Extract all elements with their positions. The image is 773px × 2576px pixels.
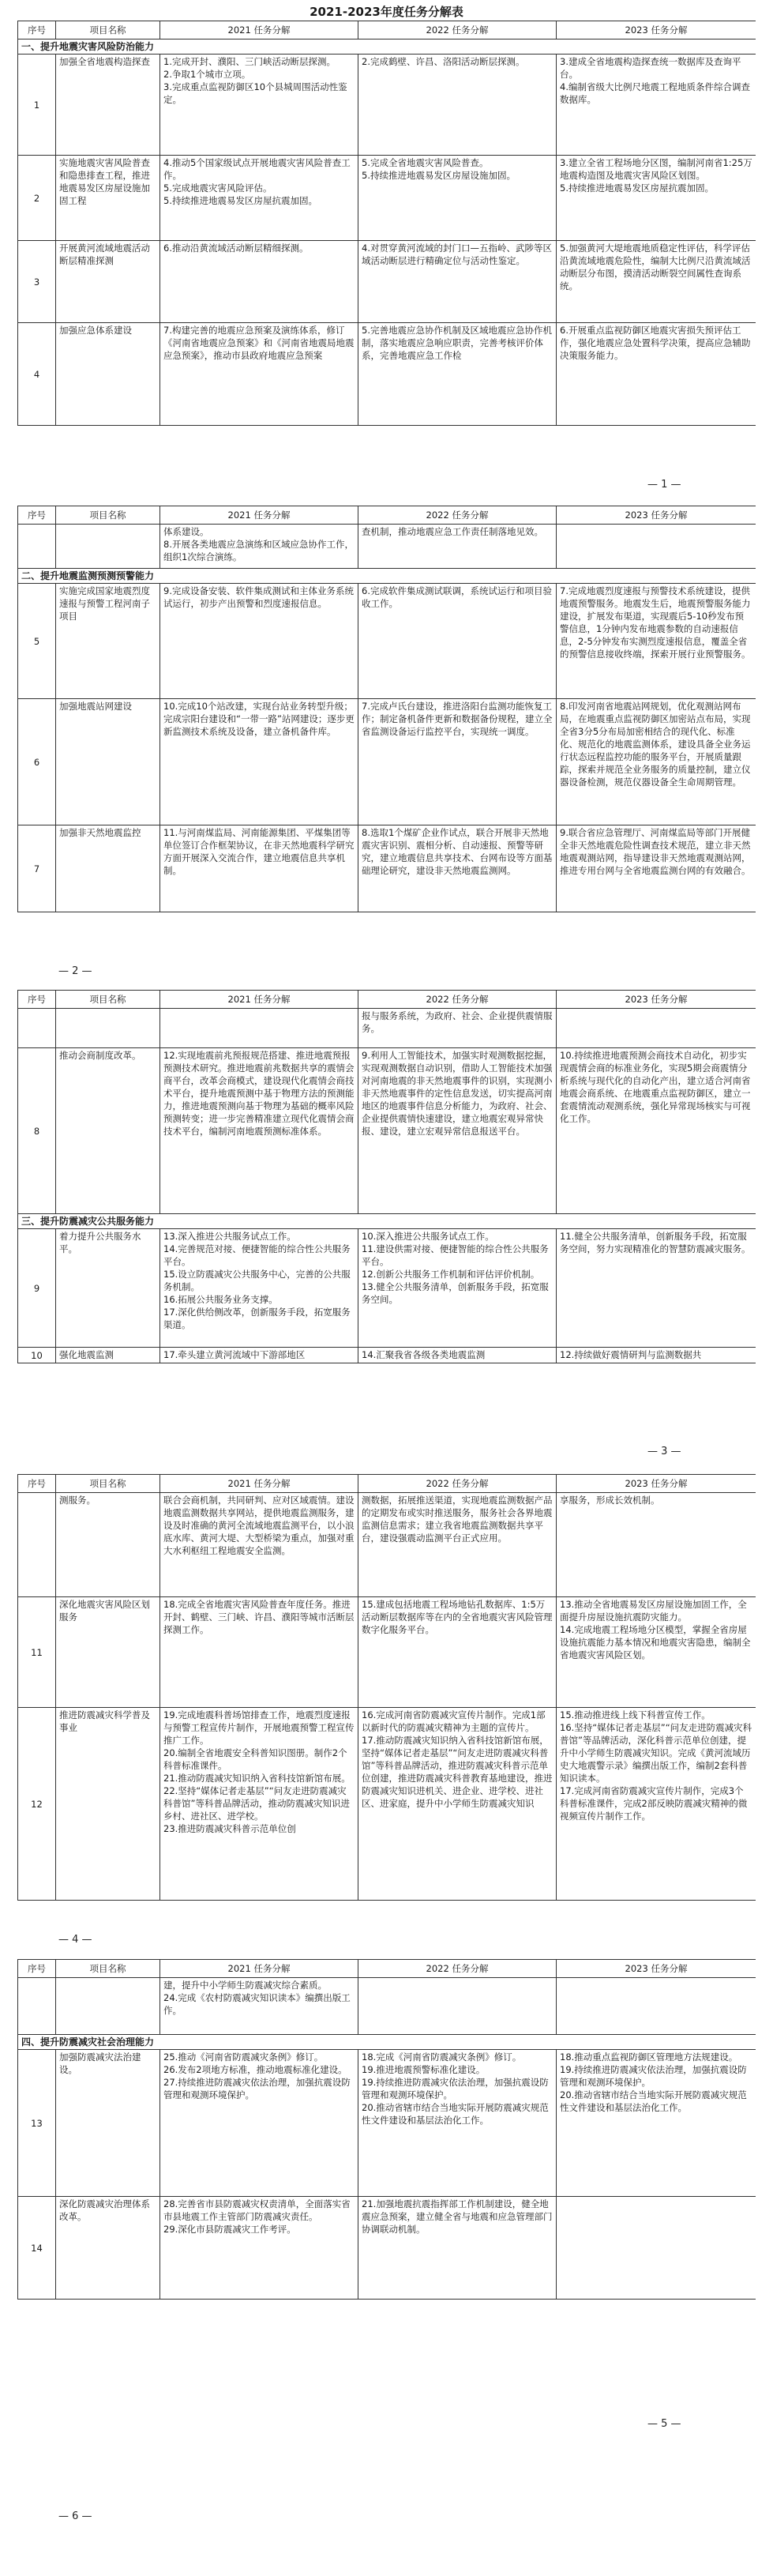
cell-2023: 15.推动推进线上线下科普宣传工作。 16.坚持“媒体记者走基层”“问友走进防震减灾科普馆”等品牌活动，深化科普示范单位创建，提升中小学师生防震减灾知识。完成《黄河流域历史大地震警示录》编撰出版工作，编制2套科普知识读本。 17.完成河南省防震减灾宣传片制作，完成3个科普标准课件，完成2部反映防震减灾精神的微视频宣传片制作工作。 <box>557 1708 756 1901</box>
header-2022: 2022 任务分解 <box>358 1960 557 1978</box>
cell-2023 <box>557 1009 756 1048</box>
header-num: 序号 <box>18 991 56 1009</box>
cell-2023: 13.推动全省地震易发区房屋设施加固工作，全面提升房屋设施抗震防灾能力。 14.完成地震工程场地分区模型，掌握全省房屋设施抗震能力基本情况和地震灾害隐患，编制全省地震灾害风险区划。 <box>557 1597 756 1708</box>
row-name: 加强防震减灾法治建设。 <box>56 2050 160 2197</box>
cell-2021: 体系建设。 8.开展各类地震应急演练和区域应急协作工作，组织1次综合演练。 <box>160 525 358 569</box>
task-table-page-2 <box>17 506 756 912</box>
row-num: 8 <box>18 1048 56 1214</box>
row-name: 加强全省地震构造探查 <box>56 55 160 156</box>
table-row <box>18 1229 756 1348</box>
header-2021: 2021 任务分解 <box>160 1960 358 1978</box>
row-name: 加强非天然地震监控 <box>56 825 160 912</box>
cell-2023: 3.建成全省地震构造探查统一数据库及查询平台。 4.编制省级大比例尺地震工程地质条件综合调查数据库。 <box>557 55 756 156</box>
task-table-page-3 <box>17 990 756 1363</box>
header-num: 序号 <box>18 21 56 39</box>
table-row <box>18 1708 756 1901</box>
row-num: 13 <box>18 2050 56 2197</box>
header-name: 项目名称 <box>56 1475 160 1493</box>
table-row <box>18 55 756 156</box>
header-2023: 2023 任务分解 <box>557 1960 756 1978</box>
page-number: — 4 — <box>58 1934 92 1946</box>
cell-2022: 21.加强地震抗震指挥部工作机制建设，健全地震应急预案，建立健全省与地震和应急管理部门协调联动机制。 <box>358 2197 557 2300</box>
cell-2023: 11.健全公共服务清单，创新服务手段，拓宽服务空间，努力实现精准化的智慧防震减灾服务。 <box>557 1229 756 1348</box>
header-2023: 2023 任务分解 <box>557 21 756 39</box>
table-header-row <box>18 1960 756 1978</box>
table-header-row <box>18 21 756 39</box>
section-title: 四、提升防震减灾社会治理能力 <box>18 2035 756 2050</box>
table-row <box>18 241 756 323</box>
page-4-table-block <box>17 1474 756 1908</box>
table-row <box>18 156 756 241</box>
table-row <box>18 825 756 912</box>
page-number: — 1 — <box>647 479 681 491</box>
section-title: 二、提升地震监测预测预警能力 <box>18 569 756 584</box>
row-name: 开展黄河流域地震活动断层精准探测 <box>56 241 160 323</box>
header-num: 序号 <box>18 1960 56 1978</box>
cell-2021: 10.完成10个站改建，实现台站业务转型升级；完成宗阳台建设和“一带一路”站网建设；逐步更新监测技术系统及设备，建立备机备件库。 <box>160 699 358 825</box>
row-name: 深化地震灾害风险区划服务 <box>56 1597 160 1708</box>
page-3-table-block <box>17 990 756 1416</box>
table-header-row <box>18 991 756 1009</box>
table-header-row <box>18 1475 756 1493</box>
row-num <box>18 525 56 569</box>
row-name: 着力提升公共服务水平。 <box>56 1229 160 1348</box>
cell-2022: 5.完善地震应急协作机制及区域地震应急协作机制，落实地震应急响应职责，完善考核评价体系，完善地震应急工作检 <box>358 323 557 426</box>
row-num: 5 <box>18 584 56 699</box>
table-row <box>18 699 756 825</box>
table-row <box>18 525 756 569</box>
cell-2021: 25.推动《河南省防震减灾条例》修订。 26.发布2项地方标准，推动地震标准化建设。 27.持续推进防震减灾依法治理，加强抗震设防管理和观测环境保护。 <box>160 2050 358 2197</box>
row-num <box>18 1009 56 1048</box>
cell-2021: 4.推动5个国家级试点开展地震灾害风险普查工作。 5.完成地震灾害风险评估。 5.持续推进地震易发区房屋抗震加固。 <box>160 156 358 241</box>
header-2022: 2022 任务分解 <box>358 21 557 39</box>
page-1-table-block <box>17 21 756 443</box>
cell-2023: 7.完成地震烈度速报与预警技术系统建设，提供地震预警服务。地震发生后，地震预警服务能力建设，扩展发布渠道，实现震后5-10秒发布预警信息，1分钟内发布地震参数的自动速报信息，2-5分钟发布实测烈度速报信息，覆盖全省的预警信息接收终端，探索开展行业预警服务。 <box>557 584 756 699</box>
row-num: 3 <box>18 241 56 323</box>
page-number: — 3 — <box>647 1446 681 1457</box>
page-5-table-block <box>17 1959 756 2370</box>
cell-2023: 8.印发河南省地震站网规划，优化观测站网布局，在地震重点监视防御区加密站点布局，实现全省3分5分布局加密相结合的现代化、标准化、规范化的地震监测体系，建设具备全业务运行状态远程监控功能的服务平台，开展质量跟踪，探索并规范全业务服务的质量控制，建立仪器设备检测，规范仪器设备全生命周期管理。 <box>557 699 756 825</box>
cell-2023: 3.建立全省工程场地分区图，编制河南省1:25万地震构造图及地震灾害风险区划图。 5.持续推进地震易发区房屋抗震加固。 <box>557 156 756 241</box>
cell-2021 <box>160 1009 358 1048</box>
cell-2023: 9.联合省应急管理厅、河南煤监局等部门开展健全非天然地震危险性调查技术规范，建立非天然地震观测站网，指导建设非天然地震观测站网，推进专用台网与全省地震监测台网的有效融合。 <box>557 825 756 912</box>
cell-2021: 28.完善省市县防震减灾权责清单，全面落实省市县地震工作主管部门防震减灾责任。 29.深化市县防震减灾工作考评。 <box>160 2197 358 2300</box>
cell-2023: 5.加强黄河大堤地震地质稳定性评估，科学评估沿黄流域地震危险性，编制大比例尺沿黄流域活动断层分布图，摸清活动断裂空间属性查询系统。 <box>557 241 756 323</box>
cell-2022: 2.完成鹤壁、许昌、洛阳活动断层探测。 <box>358 55 557 156</box>
header-name: 项目名称 <box>56 506 160 525</box>
table-row <box>18 1048 756 1214</box>
cell-2021: 6.推动沿黄流域活动断层精细探测。 <box>160 241 358 323</box>
cell-2022: 报与服务系统，为政府、社会、企业提供震情服务。 <box>358 1009 557 1048</box>
page-number: — 6 — <box>58 2510 92 2522</box>
cell-2023: 10.持续推进地震预测会商技术自动化，初步实现震情会商的标准业务化，实现5期会商震情分析系统与现代化的自动化产出，建立适合河南省地震会商系统、在地震重点监视防御区，建立一套震情流动观测系统，强化异常现场核实与可视化工作。 <box>557 1048 756 1214</box>
table-header-row <box>18 506 756 525</box>
row-num: 9 <box>18 1229 56 1348</box>
table-row <box>18 1493 756 1597</box>
table-row <box>18 1009 756 1048</box>
cell-2022: 16.完成河南省防震减灾宣传片制作。完成1部以新时代的防震减灾精神为主题的宣传片。 17.推动防震减灾知识纳入省科技馆新馆布展，坚持“媒体记者走基层”“问友走进防震减灾科普馆”等科普品牌活动，推进防震减灾科普示范单位创建，推进防震减灾科普教育基地建设，推进防震减灾知识进机关、进企业、进学校、进社区、进家庭，提升中小学师生防震减灾知识 <box>358 1708 557 1901</box>
header-2022: 2022 任务分解 <box>358 506 557 525</box>
cell-2021: 建，提升中小学师生防震减灾综合素质。 24.完成《农村防震减灾知识读本》编撰出版工作。 <box>160 1978 358 2035</box>
row-num: 6 <box>18 699 56 825</box>
row-name: 测服务。 <box>56 1493 160 1597</box>
cell-2023 <box>557 2197 756 2300</box>
cell-2022: 7.完成卢氏台建设，推进洛阳台监测功能恢复工作；制定备机备件更新和数据备份规程，建立全省监测设备运行监控平台，实现统一调度。 <box>358 699 557 825</box>
table-row <box>18 2197 756 2300</box>
cell-2021: 19.完成地震科普场馆排查工作，地震烈度速报与预警工程宣传片制作，开展地震预警工程宣传推广工作。 20.编制全省地震安全科普知识图册。制作2个科普标准课件。 21.推动防震减灾知识纳入省科技馆新馆布展。 22.坚持“媒体记者走基层”“问友走进防震减灾科普馆”等科普品牌活动，推动防震减灾知识进乡村、进社区、进学校。 23.推进防震减灾科普示范单位创 <box>160 1708 358 1901</box>
cell-2021: 7.构建完善的地震应急预案及演练体系，修订《河南省地震应急预案》和《河南省地震局地震应急预案》，推动市县政府地震应急预案 <box>160 323 358 426</box>
header-name: 项目名称 <box>56 1960 160 1978</box>
row-num: 14 <box>18 2197 56 2300</box>
page-number: — 5 — <box>647 2418 681 2430</box>
header-2023: 2023 任务分解 <box>557 506 756 525</box>
cell-2022: 6.完成软件集成测试联调，系统试运行和项目验收工作。 <box>358 584 557 699</box>
row-name: 实施地震灾害风险普查和隐患排查工程，推进地震易发区房屋设施加固工程 <box>56 156 160 241</box>
row-name <box>56 525 160 569</box>
section-row <box>18 1214 756 1229</box>
row-name: 深化防震减灾治理体系改革。 <box>56 2197 160 2300</box>
cell-2023 <box>557 525 756 569</box>
header-name: 项目名称 <box>56 991 160 1009</box>
section-title: 三、提升防震减灾公共服务能力 <box>18 1214 756 1229</box>
cell-2023 <box>557 1978 756 2035</box>
cell-2021: 17.牵头建立黄河流域中下游部地区 <box>160 1348 358 1363</box>
row-name: 加强应急体系建设 <box>56 323 160 426</box>
row-name: 推进防震减灾科学普及事业 <box>56 1708 160 1901</box>
cell-2022: 4.对贯穿黄河流域的封门口—五指岭、武陟等区域活动断层进行精确定位与活动性鉴定。 <box>358 241 557 323</box>
row-num: 2 <box>18 156 56 241</box>
cell-2023: 享服务，形成长效机制。 <box>557 1493 756 1597</box>
row-num: 1 <box>18 55 56 156</box>
row-name: 实施完成国家地震烈度速报与预警工程河南子项目 <box>56 584 160 699</box>
cell-2022: 9.利用人工智能技术，加强实时观测数据挖掘，实现观测数据自动识别，借助人工智能技术加强对河南地震的非天然地震事件的识别，实现测小非天然地震事件的定性信息发送，切实提高河南地区的地震事件信息分析能力，为政府、社会、企业提供震情快速建设，建立地震宏观异常快报、建设，建立宏观异常信息报送平台。 <box>358 1048 557 1214</box>
row-num: 10 <box>18 1348 56 1363</box>
cell-2022: 15.建成包括地震工程场地钻孔数据库、1:5万活动断层数据库等在内的全省地震灾害风险管理数字化服务平台。 <box>358 1597 557 1708</box>
row-name: 强化地震监测 <box>56 1348 160 1363</box>
cell-2022: 查机制，推动地震应急工作责任制落地见效。 <box>358 525 557 569</box>
table-row <box>18 323 756 426</box>
header-2022: 2022 任务分解 <box>358 991 557 1009</box>
header-2021: 2021 任务分解 <box>160 21 358 39</box>
row-name <box>56 1978 160 2035</box>
page-number: — 2 — <box>58 965 92 977</box>
cell-2022: 8.选取1个煤矿企业作试点，联合开展非天然地震灾害识别、震相分析、自动速报、预警等研究，建立地震信息共享技术、台网布设等方面基础理论研究，建设非天然地震监测网。 <box>358 825 557 912</box>
cell-2022: 18.完成《河南省防震减灾条例》修订。 19.推进地震预警标准化建设。 19.持续推进防震减灾依法治理，加强抗震设防管理和观测环境保护。 20.推动省辖市结合当地实际开展防震减灾规范性文件建设和基层法治化工作。 <box>358 2050 557 2197</box>
header-2023: 2023 任务分解 <box>557 991 756 1009</box>
task-table-page-1 <box>17 21 756 426</box>
cell-2021: 18.完成全省地震灾害风险普查年度任务。推进开封、鹤壁、三门峡、许昌、濮阳等城市活断层探测工作。 <box>160 1597 358 1708</box>
section-row <box>18 39 756 55</box>
cell-2022: 5.完成全省地震灾害风险普查。 5.持续推进地震易发区房屋设施加固。 <box>358 156 557 241</box>
task-table-page-5 <box>17 1959 756 2300</box>
cell-2021: 13.深入推进公共服务试点工作。 14.完善规范对接、便捷智能的综合性公共服务平台。 15.设立防震减灾公共服务中心，完善的公共服务机制。 16.拓展公共服务业务支撑。 17.深化供给侧改革，创新服务手段，拓宽服务渠道。 <box>160 1229 358 1348</box>
header-2021: 2021 任务分解 <box>160 506 358 525</box>
table-row <box>18 1348 756 1363</box>
cell-2023: 12.持续做好震情研判与监测数据共 <box>557 1348 756 1363</box>
section-title: 一、提升地震灾害风险防治能力 <box>18 39 756 55</box>
cell-2022: 14.汇聚我省各级各类地震监测 <box>358 1348 557 1363</box>
table-row <box>18 1978 756 2035</box>
cell-2023: 18.推动重点监视防御区管理地方法规建设。 19.持续推进防震减灾依法治理，加强抗震设防管理和观测环境保护。 20.推动省辖市结合当地实际开展防震减灾规范性文件建设和基层法治化工作。 <box>557 2050 756 2197</box>
header-2021: 2021 任务分解 <box>160 991 358 1009</box>
header-2023: 2023 任务分解 <box>557 1475 756 1493</box>
cell-2023: 6.开展重点监视防御区地震灾害损失预评估工作，强化地震应急处置科学决策，提高应急辅助决策服务能力。 <box>557 323 756 426</box>
cell-2021: 11.与河南煤监局、河南能源集团、平煤集团等单位签订合作框架协议，在非天然地震科学研究方面开展深入交流合作，建立地震信息共享机制。 <box>160 825 358 912</box>
table-row <box>18 584 756 699</box>
section-row <box>18 2035 756 2050</box>
row-num: 12 <box>18 1708 56 1901</box>
table-row <box>18 1597 756 1708</box>
cell-2021: 联合会商机制，共同研判、应对区域震情。建设地震监测数据共享网站，提供地震监测服务，建设及时准确的黄河全流域地震监测平台，以小浪底水库、黄河大堤、大型桥梁为重点，加强对重大水利枢纽工程地震安全监测。 <box>160 1493 358 1597</box>
row-name: 加强地震站网建设 <box>56 699 160 825</box>
table-row <box>18 2050 756 2197</box>
row-num: 7 <box>18 825 56 912</box>
header-name: 项目名称 <box>56 21 160 39</box>
row-num: 11 <box>18 1597 56 1708</box>
cell-2021: 12.实现地震前兆预报规范搭建、推进地震预报预测技术研究。推进地震前兆数据共享的震情会商平台，改革会商模式，建设现代化震情会商技术平台，提升地震预测中基于物理方法的预测能力，推进地震预测向基于物理为基础的概率风险预测转变；进一步完善精准建立现代化震情会商技术平台，编制河南地震预测标准体系。 <box>160 1048 358 1214</box>
document-title: 2021-2023年度任务分解表 <box>310 5 463 19</box>
cell-2021: 9.完成设备安装、软件集成测试和主体业务系统试运行，初步产出预警和烈度速报信息。 <box>160 584 358 699</box>
header-num: 序号 <box>18 1475 56 1493</box>
row-num <box>18 1978 56 2035</box>
row-num: 4 <box>18 323 56 426</box>
header-2022: 2022 任务分解 <box>358 1475 557 1493</box>
page-2-table-block <box>17 506 756 932</box>
cell-2022: 测数据，拓展推送渠道，实现地震监测数据产品的定期发布或实时推送服务，服务社会各界地震监测信息需求；建立我省地震监测数据共享平台，建设强震动监测平台正式应用。 <box>358 1493 557 1597</box>
section-row <box>18 569 756 584</box>
row-name <box>56 1009 160 1048</box>
cell-2022: 10.深入推进公共服务试点工作。 11.建设供需对接、便捷智能的综合性公共服务平台。 12.创新公共服务工作机制和评估评价机制。 13.健全公共服务清单，创新服务手段，拓宽服务空间。 <box>358 1229 557 1348</box>
row-num <box>18 1493 56 1597</box>
header-2021: 2021 任务分解 <box>160 1475 358 1493</box>
header-num: 序号 <box>18 506 56 525</box>
cell-2021: 1.完成开封、濮阳、三门峡活动断层探测。 2.争取1个城市立项。 3.完成重点监视防御区10个县城周围活动性鉴定。 <box>160 55 358 156</box>
row-name: 推动会商制度改革。 <box>56 1048 160 1214</box>
task-table-page-4 <box>17 1474 756 1901</box>
cell-2022 <box>358 1978 557 2035</box>
